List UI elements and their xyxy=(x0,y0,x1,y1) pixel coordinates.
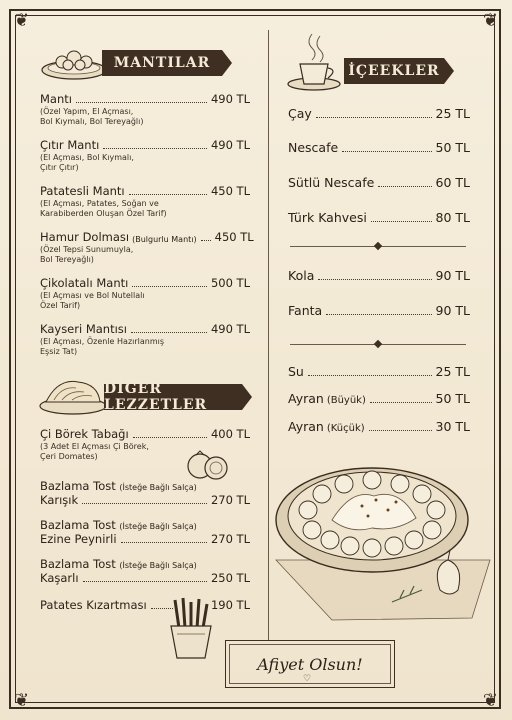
item-name: Bazlama Tost xyxy=(40,479,116,493)
column-divider xyxy=(268,30,269,640)
divider xyxy=(290,344,466,345)
corner-ornament-icon: ❦ xyxy=(482,690,498,711)
tomato-icon xyxy=(186,446,230,482)
item-price: 25 TL xyxy=(435,106,470,121)
item-price: 500 TL xyxy=(210,276,250,290)
item-price: 250 TL xyxy=(210,571,250,585)
item-name: Nescafe xyxy=(288,140,339,155)
item-note: (İsteğe Bağlı Salça) xyxy=(119,483,197,492)
item-desc: (El Açması, Patates, Soğan ve xyxy=(40,199,159,208)
item-name: Çi Börek Tabağı xyxy=(40,427,129,441)
item-price: 50 TL xyxy=(435,391,470,406)
fries-icon xyxy=(165,596,217,662)
item-desc: Bol Tereyağlı) xyxy=(40,255,94,264)
item-name: Çikolatalı Mantı xyxy=(40,276,129,290)
corner-ornament-icon: ❦ xyxy=(14,10,30,31)
item-name: Çay xyxy=(288,106,312,121)
section-title-icecekler: İÇEEKLER xyxy=(344,58,444,84)
item-variant: Karışık xyxy=(40,493,79,507)
menu-item-cay xyxy=(288,106,470,121)
item-name: Çıtır Mantı xyxy=(40,138,100,152)
heart-icon: ♡ xyxy=(303,674,312,684)
menu-item-bazlama-kasarli xyxy=(40,557,250,585)
item-desc: Çıtır Çıtır) xyxy=(40,163,79,172)
menu-item-nescafe xyxy=(288,140,470,155)
item-price: 50 TL xyxy=(435,140,470,155)
item-note: (İsteğe Bağlı Salça) xyxy=(119,561,197,570)
item-name: Mantı xyxy=(40,92,72,106)
menu-item-su xyxy=(288,364,470,379)
item-name: Fanta xyxy=(288,303,323,318)
item-name: Bazlama Tost xyxy=(40,557,116,571)
item-name: Ayran xyxy=(288,391,324,406)
item-desc: Karabiberden Oluşan Özel Tarif) xyxy=(40,209,167,218)
menu-item-patates-kizartmasi xyxy=(40,598,250,612)
item-price: 490 TL xyxy=(210,92,250,106)
item-desc: (El Açması, Bol Kıymalı, xyxy=(40,153,134,162)
item-price: 450 TL xyxy=(210,184,250,198)
item-price: 270 TL xyxy=(210,532,250,546)
section-title-diger-lezzetler: DİĞER LEZZETLER xyxy=(104,384,242,410)
menu-item-fanta xyxy=(288,303,470,318)
footer-text: Afiyet Olsun! xyxy=(257,654,363,674)
menu-item-turk-kahvesi xyxy=(288,210,470,225)
item-price: 25 TL xyxy=(435,364,470,379)
item-name: Kayseri Mantısı xyxy=(40,322,127,336)
item-price: 90 TL xyxy=(435,268,470,283)
item-price: 190 TL xyxy=(210,598,250,612)
menu-item-kola xyxy=(288,268,470,283)
item-name: Su xyxy=(288,364,304,379)
item-name: Patates Kızartması xyxy=(40,598,147,612)
item-name: Türk Kahvesi xyxy=(288,210,367,225)
item-desc: (3 Adet El Açması Çi Börek, xyxy=(40,442,149,451)
item-price: 490 TL xyxy=(210,322,250,336)
borek-icon xyxy=(38,372,108,416)
item-price: 90 TL xyxy=(435,303,470,318)
section-title-mantilar: MANTILAR xyxy=(102,50,222,76)
item-name-note: (Bulgurlu Mantı) xyxy=(132,235,197,244)
item-price: 490 TL xyxy=(210,138,250,152)
item-price: 400 TL xyxy=(210,427,250,441)
item-desc: Bol Kıymalı, Bol Tereyağlı) xyxy=(40,117,144,126)
item-price: 450 TL xyxy=(214,230,254,244)
item-name: Kola xyxy=(288,268,315,283)
item-desc: Özel Tarif) xyxy=(40,301,81,310)
item-variant: Kaşarlı xyxy=(40,571,79,585)
menu-item-hamur-dolmasi xyxy=(40,230,254,265)
menu-item-bazlama-ezine xyxy=(40,518,250,546)
item-price: 30 TL xyxy=(435,419,470,434)
item-note: (Küçük) xyxy=(326,423,365,434)
corner-ornament-icon: ❦ xyxy=(482,10,498,31)
menu-item-sutlu-nescafe xyxy=(288,175,470,190)
item-name: Bazlama Tost xyxy=(40,518,116,532)
menu-item-manti xyxy=(40,92,250,127)
divider xyxy=(290,246,466,247)
item-price: 60 TL xyxy=(435,175,470,190)
item-price: 270 TL xyxy=(210,493,250,507)
corner-ornament-icon: ❦ xyxy=(14,690,30,711)
item-desc: (El Açması, Özenle Hazırlanmış xyxy=(40,337,165,346)
item-note: (Büyük) xyxy=(326,395,366,406)
item-desc: (El Açması ve Bol Nutellalı xyxy=(40,291,145,300)
item-note: (İsteğe Bağlı Salça) xyxy=(119,522,197,531)
item-name: Sütlü Nescafe xyxy=(288,175,375,190)
menu-item-citir-manti xyxy=(40,138,250,173)
item-price: 80 TL xyxy=(435,210,470,225)
garlic-icon xyxy=(430,556,466,606)
item-desc: (Özel Yapım, El Açması, xyxy=(40,107,134,116)
item-name: Patatesli Mantı xyxy=(40,184,125,198)
menu-item-bazlama-karisik xyxy=(40,479,250,507)
item-name: Hamur Dolması xyxy=(40,230,130,244)
item-desc: Çeri Domates) xyxy=(40,452,98,461)
menu-item-cikolatali-manti xyxy=(40,276,250,311)
item-name: Ayran xyxy=(288,419,324,434)
menu-item-ayran-buyuk xyxy=(288,391,470,406)
menu-item-patatesli-manti xyxy=(40,184,250,219)
item-desc: Eşsiz Tat) xyxy=(40,347,78,356)
item-variant: Ezine Peynirli xyxy=(40,532,117,546)
item-desc: (Özel Tepsi Sunumuyla, xyxy=(40,245,134,254)
menu-item-kayseri-mantisi xyxy=(40,322,250,357)
manti-plate-icon xyxy=(40,38,108,82)
menu-item-ayran-kucuk xyxy=(288,419,470,434)
coffee-cup-icon xyxy=(286,30,346,96)
